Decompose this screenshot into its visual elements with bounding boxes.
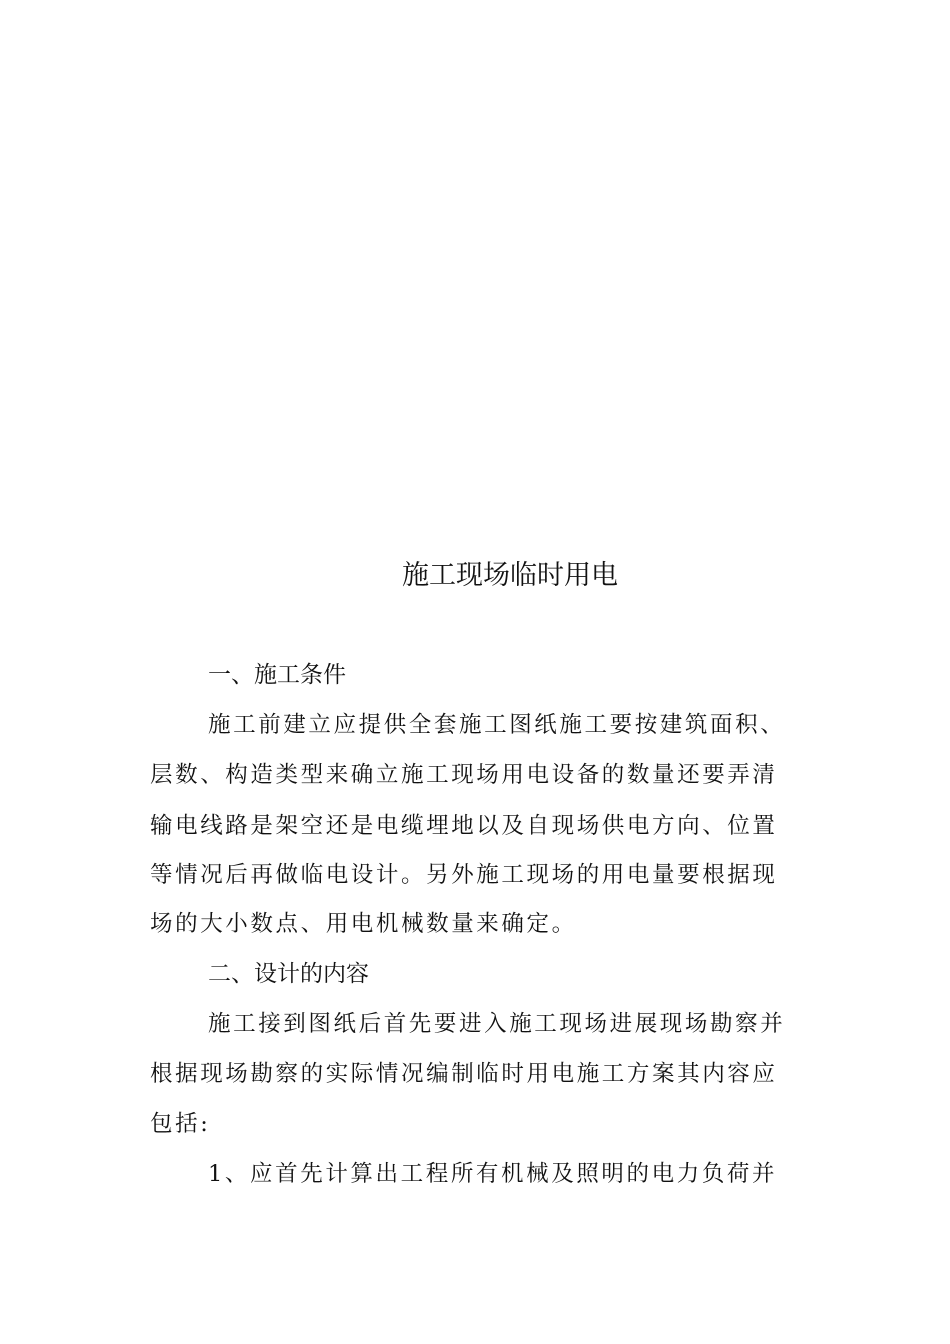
section-heading-1: 一、施工条件 (208, 662, 346, 688)
paragraph-line: 施工接到图纸后首先要进入施工现场进展现场勘察并 (208, 1011, 786, 1037)
paragraph-line: 场的大小数点、用电机械数量来确定。 (150, 911, 577, 937)
paragraph-line: 等情况后再做临电设计。另外施工现场的用电量要根据现 (150, 862, 778, 888)
paragraph-line: 1、应首先计算出工程所有机械及照明的电力负荷并 (208, 1161, 778, 1187)
paragraph-line: 包括: (150, 1111, 211, 1137)
paragraph-line: 根据现场勘察的实际情况编制临时用电施工方案其内容应 (150, 1061, 778, 1087)
paragraph-line: 层数、构造类型来确立施工现场用电设备的数量还要弄清 (150, 762, 778, 788)
section-heading-2: 二、设计的内容 (208, 961, 369, 987)
paragraph-line: 输电线路是架空还是电缆埋地以及自现场供电方向、位置 (150, 813, 778, 839)
paragraph-line: 施工前建立应提供全套施工图纸施工要按建筑面积、 (208, 712, 786, 738)
document-title: 施工现场临时用电 (402, 560, 618, 591)
